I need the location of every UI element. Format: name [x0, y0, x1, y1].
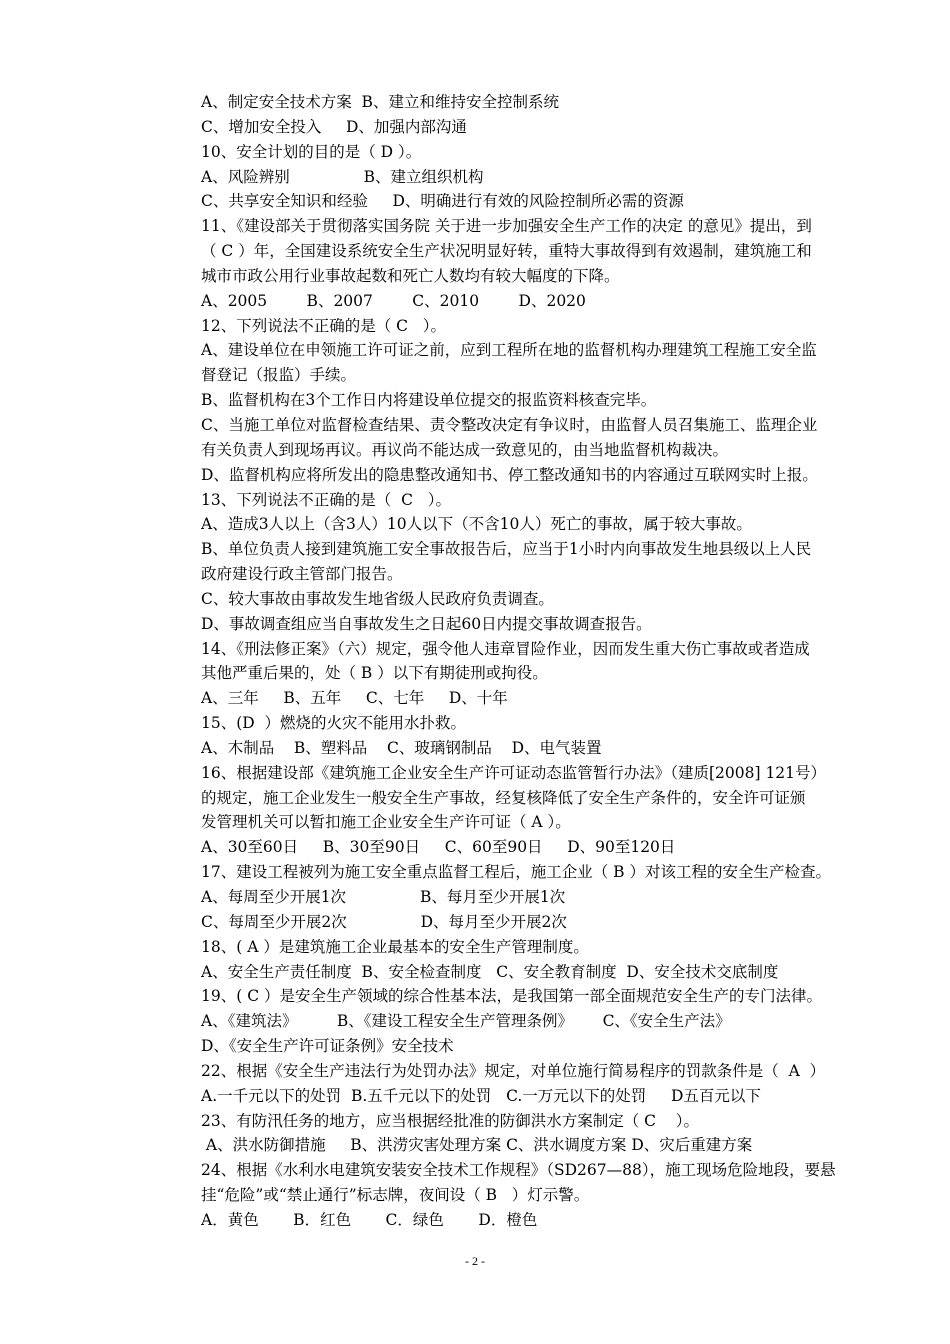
text-line: D、事故调查组应当自事故发生之日起60日内提交事故调查报告。	[201, 614, 652, 633]
text-line: 19、( C ）是安全生产领域的综合性基本法，是我国第一部全面规范安全生产的专门法律。	[201, 987, 822, 1006]
text-line: A、木制品 B、塑料品 C、玻璃钢制品 D、电气装置	[201, 738, 602, 757]
text-line: C、增加安全投入 D、加强内部沟通	[201, 117, 467, 136]
text-line: C、较大事故由事故发生地省级人民政府负责调查。	[201, 589, 554, 608]
text-line: A、《建筑法》 B、《建设工程安全生产管理条例》 C、《安全生产法》	[201, 1012, 731, 1031]
text-line: A、每周至少开展1次 B、每月至少开展1次	[201, 888, 566, 906]
text-line: 24、根据《水利水电建筑安装安全技术工作规程》（SD267—88），施工现场危险地段，要悬	[201, 1161, 836, 1180]
text-line: 15、(D ）燃烧的火灾不能用水扑救。	[201, 714, 467, 733]
text-line: 城市市政公用行业事故起数和死亡人数均有较大幅度的下降。	[201, 266, 620, 285]
text-line: A、洪水防御措施 B、洪涝灾害处理方案 C、洪水调度方案 D、灾后重建方案	[201, 1136, 753, 1155]
text-line: A、30至60日 B、30至90日 C、60至90日 D、90至120日	[201, 838, 676, 857]
text-line: A、2005 B、2007 C、2010 D、2020	[201, 291, 586, 310]
text-line: 的规定，施工企业发生一般安全生产事故，经复核降低了安全生产条件的，安全许可证颁	[201, 788, 806, 807]
document-body	[201, 90, 871, 1233]
text-line: 挂“危险”或“禁止通行”标志牌，夜间设（ B ）灯示警。	[201, 1186, 590, 1205]
text-line: A．黄色 B．红色 C．绿色 D．橙色	[201, 1210, 538, 1229]
page-number: - 2 -	[465, 1254, 485, 1268]
text-line: C、每周至少开展2次 D、每月至少开展2次	[201, 912, 567, 931]
text-line: A.一千元以下的处罚 B.五千元以下的处罚 C.一万元以下的处罚 D五百元以下	[201, 1086, 761, 1105]
text-line: C、共享安全知识和经验 D、明确进行有效的风险控制所必需的资源	[201, 192, 684, 211]
text-line: 22、根据《安全生产违法行为处罚办法》规定，对单位施行简易程序的罚款条件是（ A ）	[201, 1061, 826, 1080]
text-line: 10、安全计划的目的是（ D ）。	[201, 142, 422, 161]
text-line: A、安全生产责任制度 B、安全检查制度 C、安全教育制度 D、安全技术交底制度	[201, 962, 779, 981]
text-line: D、《安全生产许可证条例》安全技术	[201, 1037, 454, 1056]
text-line: A、制定安全技术方案 B、建立和维持安全控制系统	[201, 93, 559, 111]
text-line: 14、《刑法修正案》（六）规定，强令他人违章冒险作业，因而发生重大伤亡事故或者造成	[201, 639, 810, 658]
text-line: 有关负责人到现场再议。再议尚不能达成一致意见的，由当地监督机构裁决。	[201, 440, 729, 459]
text-line: A、造成3人以上（含3人）10人以下（不含10人）死亡的事故，属于较大事故。	[201, 515, 752, 534]
text-line: 11、《建设部关于贯彻落实国务院 关于进一步加强安全生产工作的决定 的意见》提出，到	[201, 217, 812, 236]
text-line: 发管理机关可以暂扣施工企业安全生产许可证（ A ）。	[201, 813, 571, 832]
text-line: 13、下列说法不正确的是（ C ）。	[201, 490, 451, 509]
text-line: （ C ）年，全国建设系统安全生产状况明显好转，重特大事故得到有效遏制，建筑施工和	[201, 242, 812, 261]
text-line: 18、( A ）是建筑施工企业最基本的安全生产管理制度。	[201, 937, 589, 956]
text-line: C、当施工单位对监督检查结果、责令整改决定有争议时，由监督人员召集施工、监理企业	[201, 415, 818, 434]
text-line: 17、建设工程被列为施工安全重点监督工程后，施工企业（ B ）对该工程的安全生产检查。	[201, 863, 831, 882]
text-line: 督登记（报监）手续。	[201, 366, 357, 385]
text-line: 其他严重后果的，处（ B ）以下有期徒刑或拘役。	[201, 664, 548, 683]
text-line: B、单位负责人接到建筑施工安全事故报告后，应当于1小时内向事故发生地县级以上人民	[201, 540, 812, 559]
text-line: 12、下列说法不正确的是（ C ）。	[201, 316, 447, 335]
text-line: D、监督机构应将所发出的隐患整改通知书、停工整改通知书的内容通过互联网实时上报。	[201, 465, 818, 484]
text-line: A、三年 B、五年 C、七年 D、十年	[201, 689, 508, 708]
text-line: 23、有防汛任务的地方，应当根据经批准的防御洪水方案制定（ C ）。	[201, 1111, 699, 1130]
text-line: 政府建设行政主管部门报告。	[201, 565, 403, 584]
text-line: A、建设单位在申领施工许可证之前，应到工程所在地的监督机构办理建筑工程施工安全监	[201, 341, 817, 360]
text-line: B、监督机构在3个工作日内将建设单位提交的报监资料核查完毕。	[201, 391, 657, 410]
text-line: A、风险辨别 B、建立组织机构	[201, 167, 484, 186]
text-line: 16、根据建设部《建筑施工企业安全生产许可证动态监管暂行办法》（建质[2008] 121号）	[201, 763, 827, 782]
